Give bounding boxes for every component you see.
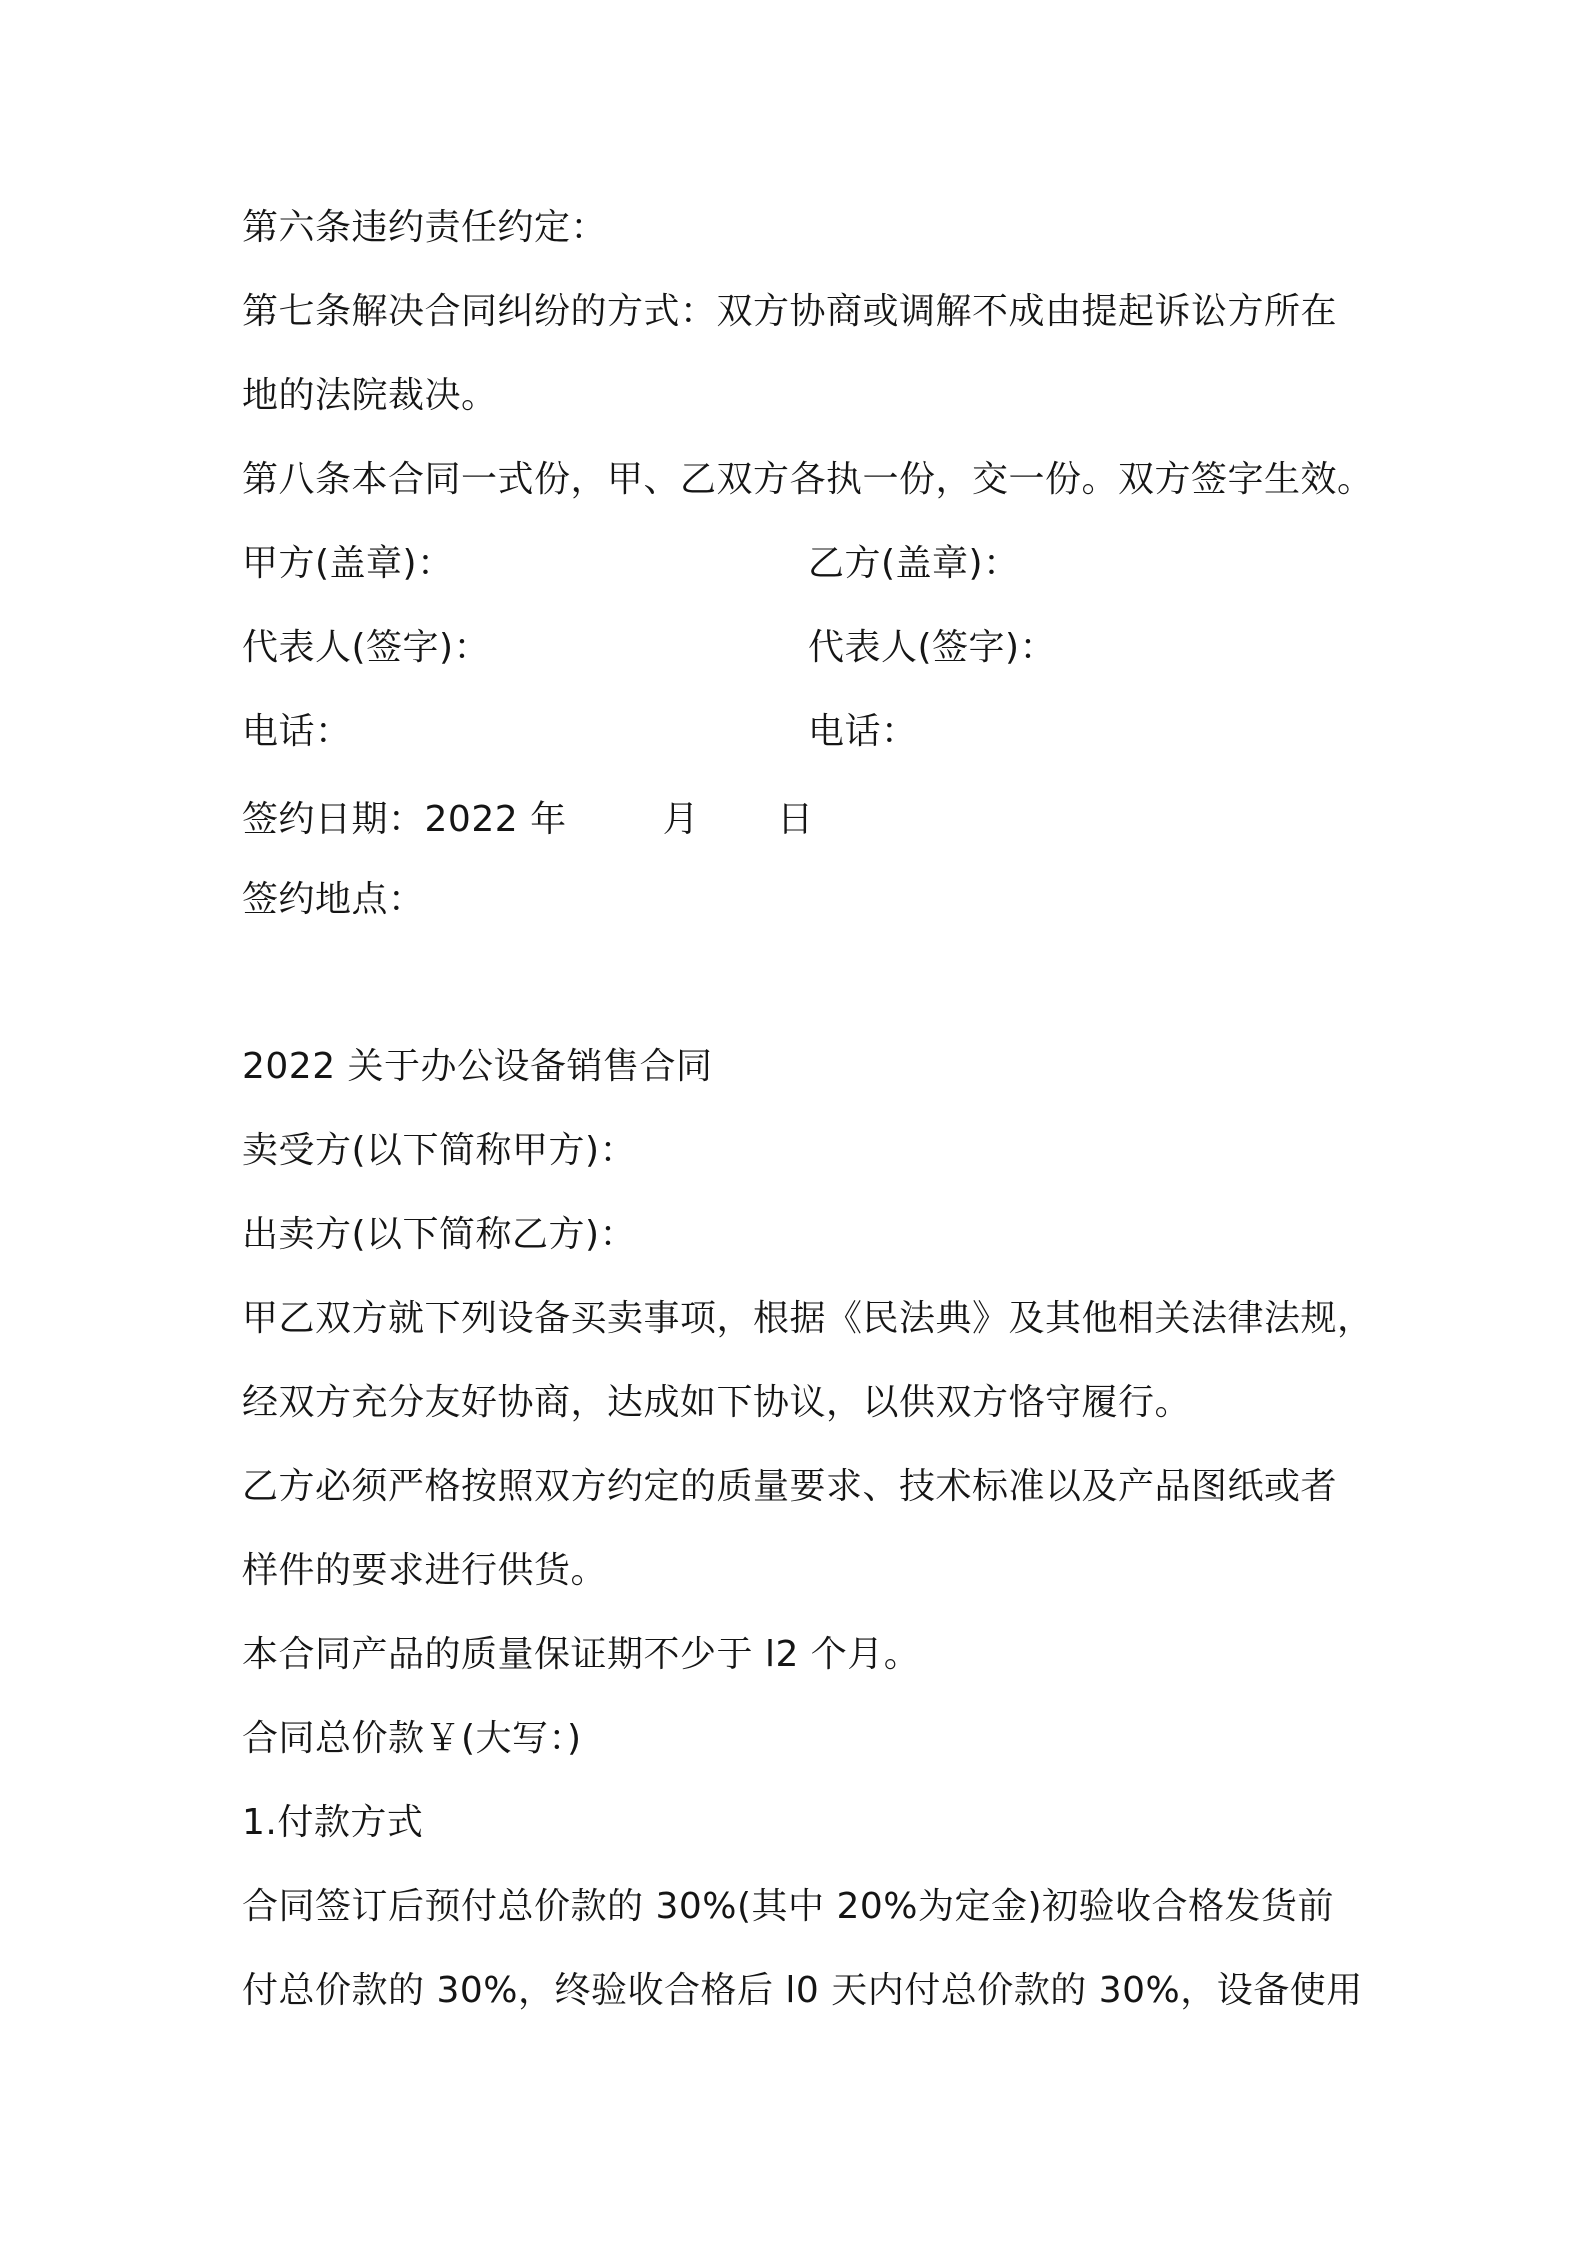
signing-date-year: 2022 年 [424,799,567,840]
payment-line2: 付总价款的 30%，终验收合格后 l0 天内付总价款的 30%，设备使用 [242,1970,1363,2011]
party-b-seal-label: 乙方(盖章)： [808,543,1020,584]
signing-place-label: 签约地点： [242,879,425,920]
payment-heading: 1.付款方式 [242,1802,424,1843]
warranty-line: 本合同产品的质量保证期不少于 l2 个月。 [242,1634,921,1675]
party-b-representative-label: 代表人(签字)： [808,627,1057,668]
signing-date-day: 日 [777,799,814,840]
quality-line2: 样件的要求进行供货。 [242,1550,608,1591]
intro-line1: 甲乙双方就下列设备买卖事项，根据《民法典》及其他相关法律法规， [242,1298,1374,1339]
party-a-representative-label: 代表人(签字)： [242,627,491,668]
intro-line2: 经双方充分友好协商，达成如下协议，以供双方恪守履行。 [242,1382,1192,1423]
article8-text: 第八条本合同一式份，甲、乙双方各执一份，交一份。双方签字生效。 [242,459,1374,500]
signing-date-month: 月 [662,799,700,840]
signing-date-label: 签约日期： [242,799,425,840]
article6-text: 第六条违约责任约定： [242,207,608,248]
signing-date-row [242,798,814,842]
quality-line1: 乙方必须严格按照双方约定的质量要求、技术标准以及产品图纸或者 [242,1466,1338,1507]
sales-contract-title: 2022 关于办公设备销售合同 [242,1046,713,1087]
article7-line1: 第七条解决合同纠纷的方式：双方协商或调解不成由提起诉讼方所在 [242,291,1338,332]
seller-line: 出卖方(以下简称乙方)： [242,1214,637,1255]
payment-line1: 合同签订后预付总价款的 30%(其中 20%为定金)初验收合格发货前 [242,1886,1335,1927]
party-a-phone-label: 电话： [242,711,352,752]
article7-line2: 地的法院裁决。 [242,375,498,416]
party-a-seal-label: 甲方(盖章)： [242,543,454,584]
party-b-phone-label: 电话： [808,711,918,752]
buyer-line: 卖受方(以下简称甲方)： [242,1130,637,1171]
total-price-line: 合同总价款￥(大写：) [242,1718,582,1759]
